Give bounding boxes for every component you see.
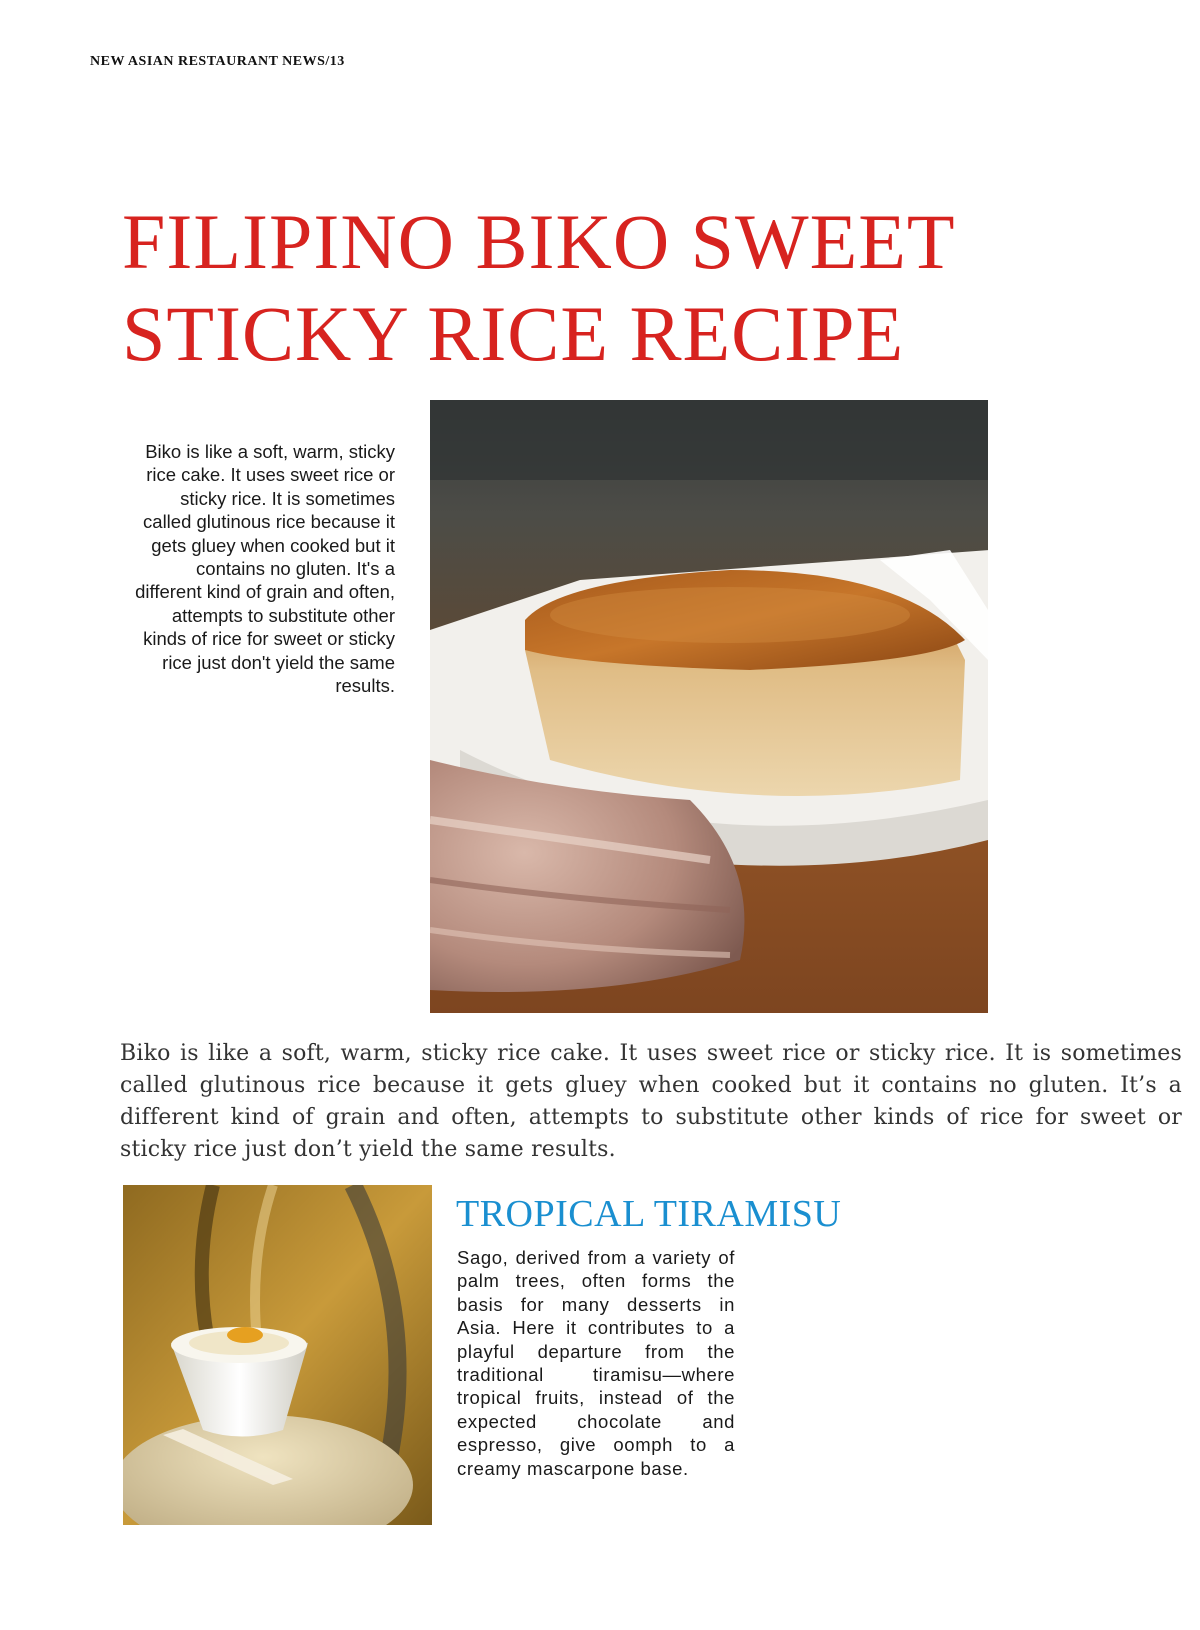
- sidebar-title: TROPICAL TIRAMISU: [456, 1193, 842, 1235]
- biko-photo: [430, 400, 988, 1013]
- article-title: FILIPINO BIKO SWEET STICKY RICE RECIPE: [122, 198, 955, 377]
- article-body: Biko is like a soft, warm, sticky rice cake. It uses sweet rice or sticky rice. It is sometimes called glutinous rice because it gets gluey when cooked but it contains no gluten. It’s a different kind of grain and often, attempts to substitute other kinds of rice for sweet or sticky rice just don’t yield the same results.: [120, 1041, 1182, 1162]
- sidebar-text: Sago, derived from a variety of palm trees, often forms the basis for many desserts in Asia. Here it contributes to a playful departure from the traditional tiramisu—where tropical fruits, instead of the expected chocolate and espresso, give oomph to a creamy mascarpone base.: [457, 1247, 735, 1479]
- intro-text: Biko is like a soft, warm, sticky rice cake. It uses sweet rice or sticky rice. It is sometimes called glutinous rice because it gets gluey when cooked but it contains no gluten. It's a different kind of grain and often, attempts to substitute other kinds of rice for sweet or sticky rice just don't yield the same results.: [135, 441, 395, 697]
- tiramisu-photo: [123, 1185, 432, 1525]
- running-head: NEW ASIAN RESTAURANT NEWS/13: [90, 54, 345, 69]
